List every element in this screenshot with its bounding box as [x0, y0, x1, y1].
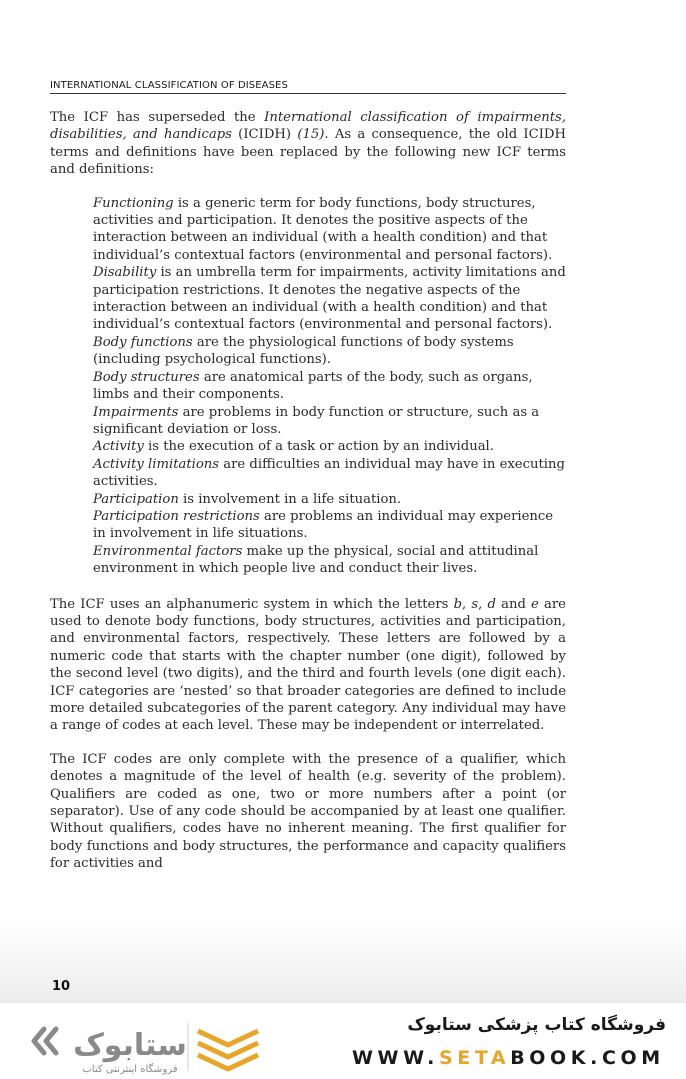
definition-item — [93, 456, 566, 491]
definition-item — [93, 438, 566, 455]
logo-name: ستابوک — [73, 1028, 187, 1063]
intro-citation: (15) — [297, 127, 325, 143]
definition-term: Participation — [93, 491, 179, 507]
intro-paragraph — [50, 109, 566, 179]
intro-text-3: . As a consequence, the old ICIDH terms and definitions have been replaced by the following new ICF terms and definitions: — [50, 127, 567, 178]
book-layers-icon — [198, 1031, 258, 1069]
page-content — [50, 109, 566, 873]
alphanumeric-paragraph — [50, 596, 566, 735]
letter-d: d — [487, 596, 496, 612]
intro-title-italic: International classification of impairments, disabilities, and handicaps — [50, 110, 567, 143]
url-part-1: WWW. — [352, 1047, 439, 1069]
definition-term: Disability — [93, 265, 157, 281]
url-accent: SETA — [438, 1047, 511, 1069]
definition-item — [93, 334, 566, 369]
chevron-left-icon — [34, 1029, 56, 1053]
definition-text: is a generic term for body functions, body structures, activities and participation. It denotes the positive aspects of the interaction between an individual (with a health condition) and that individual’s contextual factors (environmental and personal factors). — [93, 195, 553, 263]
logo-tagline: فروشگاه اینترنتی کتاب — [82, 1064, 178, 1075]
definition-list — [93, 195, 566, 578]
url-part-2: BOOK.COM — [510, 1047, 665, 1069]
store-name: فروشگاه کتاب پزشکی ستابوک — [407, 1015, 666, 1035]
running-header: INTERNATIONAL CLASSIFICATION OF DISEASES — [50, 80, 566, 94]
definition-text: are problems an individual may experience in involvement in life situations. — [93, 508, 554, 542]
definition-term: Activity limitations — [93, 456, 220, 472]
definition-term: Functioning — [93, 195, 174, 211]
definition-text: make up the physical, social and attitudinal environment in which people live and conduct their lives. — [93, 543, 539, 577]
definition-item — [93, 508, 566, 543]
definition-text: are the physiological functions of body systems (including psychological functions). — [93, 334, 514, 368]
definition-item — [93, 195, 566, 265]
definition-item — [93, 264, 566, 334]
definition-term: Participation restrictions — [93, 508, 260, 524]
definition-text: is an umbrella term for impairments, activity limitations and participation restrictions. It denotes the negative aspects of the interaction between an individual (with a health condition) and that individual’s contextual factors (environmental and personal factors). — [93, 265, 566, 333]
para2-text-a: The ICF uses an alphanumeric system in which the letters — [50, 596, 454, 612]
letter-s: s — [471, 596, 479, 612]
letter-e: e — [531, 596, 539, 612]
definition-text: are problems in body function or structure, such as a significant deviation or loss. — [93, 404, 540, 437]
setabook-logo — [30, 1017, 270, 1075]
intro-text-1: The ICF has superseded the — [50, 110, 265, 125]
letter-b: b — [453, 596, 463, 612]
definition-text: is involvement in a life situation. — [178, 491, 402, 507]
intro-text-2: (ICIDH) — [231, 127, 298, 143]
store-footer — [0, 1003, 686, 1079]
definition-text: are anatomical parts of the body, such as organs, limbs and their components. — [93, 369, 533, 403]
page-number: 10 — [52, 979, 71, 994]
definition-item — [93, 369, 566, 404]
definition-item — [93, 543, 566, 578]
definition-term: Body functions — [93, 334, 193, 350]
definition-term: Impairments — [93, 404, 179, 420]
definition-item — [93, 491, 566, 508]
definition-term: Activity — [93, 439, 144, 455]
store-url[interactable] — [352, 1047, 665, 1069]
para2-sep-2: , — [478, 596, 488, 612]
para2-sep-1: , — [462, 596, 472, 612]
para2-sep-3: and — [495, 596, 532, 612]
definition-term: Environmental factors — [93, 543, 243, 559]
definition-text: are difficulties an individual may have in executing activities. — [93, 456, 565, 490]
definition-item — [93, 404, 566, 439]
definition-text: is the execution of a task or action by an individual. — [143, 439, 494, 455]
para2-text-rest: are used to denote body functions, body structures, activities and participation, and environmental factors, respectively. These letters are followed by a numeric code that starts with the chapter number (one digit), followed by the second level (two digits), and the third and fourth levels (one digit each). ICF categories are ‘nested’ so that broader categories are defined to include more detailed subcategories of the parent category. Any individual may have a range of codes at each level. These may be independent or interrelated. — [50, 596, 566, 734]
qualifier-paragraph: The ICF codes are only complete with the presence of a qualifier, which denotes a magnitude of the level of health (e.g. severity of the problem). Qualifiers are coded as one, two or more numbers after a point (or separator). Use of any code should be accompanied by at least one qualifier. Without qualifiers, codes have no inherent meaning. The first qualifier for body functions and body structures, the performance and capacity qualifiers for activities and — [50, 751, 566, 872]
definition-term: Body structures — [93, 369, 200, 385]
